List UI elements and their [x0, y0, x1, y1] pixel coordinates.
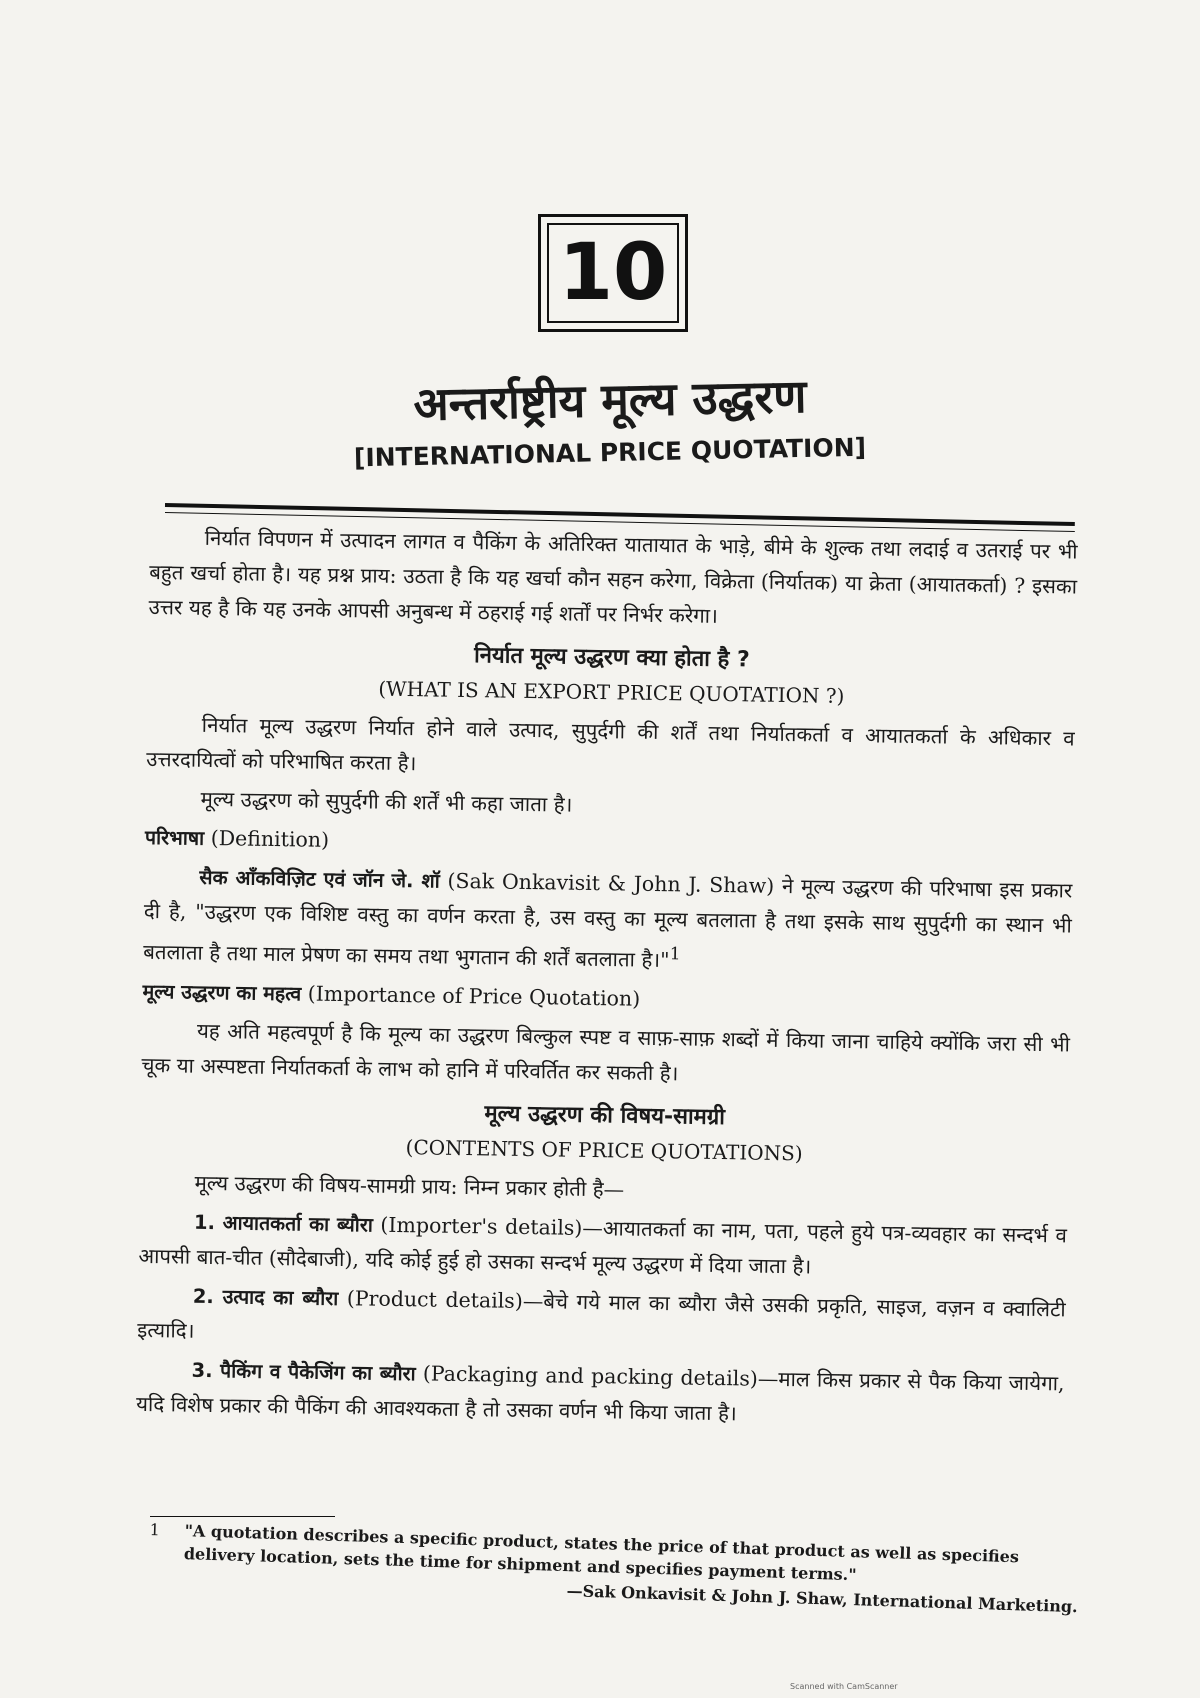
footnote-number: 1	[149, 1519, 161, 1540]
list-item	[138, 1204, 1067, 1289]
item-text: —माल किस प्रकार से पैक किया जायेगा, यदि विशेष प्रकार की पैकिंग की आवश्यकता है तो उसका वर्णन भी किया जाता है।	[135, 1366, 1065, 1426]
list-item	[136, 1352, 1065, 1437]
body-text	[136, 520, 1078, 1440]
delivery-terms-paragraph: मूल्य उद्धरण को सुपुर्दगी की शर्तें भी कहा जाता है।	[200, 786, 573, 817]
item-label-hindi: 1. आयातकर्ता का ब्यौरा	[193, 1210, 374, 1237]
scanner-watermark: Scanned with CamScanner	[790, 1682, 898, 1691]
definition-label-hindi: परिभाषा	[144, 825, 205, 850]
footnote-reference: 1	[669, 944, 681, 965]
chapter-title-hindi: अन्तर्राष्ट्रीय मूल्य उद्धरण	[412, 368, 808, 432]
bleed-through-text	[175, 28, 595, 50]
section-heading-hindi: निर्यात मूल्य उद्धरण क्या होता है ?	[473, 643, 750, 673]
item-label-english: (Packaging and packing details)	[422, 1361, 759, 1391]
definition-authors-hindi: सैक ऑंकविज़िट एवं जॉन जे. शॉ	[199, 865, 440, 893]
item-text: —आयातकर्ता का नाम, पता, पहले हुये पत्र-व्यवहार का सन्दर्भ व आपसी बात-चीत (सौदेबाजी), यदि कोई हुई हो उसका सन्दर्भ मूल्य उद्धरण में दिया जाता है।	[138, 1215, 1068, 1279]
definition-authors-english: (Sak Onkavisit & John J. Shaw)	[447, 868, 775, 898]
list-item	[137, 1278, 1066, 1363]
chapter-number: 10	[547, 223, 679, 323]
item-label-english: (Product details)	[346, 1286, 524, 1313]
contents-heading-english: (CONTENTS OF PRICE QUOTATIONS)	[405, 1134, 803, 1166]
item-text: —बेचे गये माल का ब्यौरा जैसे उसकी प्रकृति, साइज, वज़न व क्वालिटी इत्यादि।	[137, 1288, 1066, 1343]
importance-paragraph: यह अति महत्वपूर्ण है कि मूल्य का उद्धरण बिल्कुल स्पष्ट व साफ़-साफ़ शब्दों में किया जाना चाहिये क्योंकि जरा सी भी चूक या अस्पष्टता निर्यातकर्ता के लाभ को हानि में परिवर्तित कर सकती है।	[141, 1018, 1071, 1086]
footnote	[148, 1518, 1080, 1618]
intro-paragraph: निर्यात विपणन में उत्पादन लागत व पैकिंग के अतिरिक्त यातायात के भाड़े, बीमे के शुल्क तथा लदाई व उतराई पर भी बहुत खर्चा होता है। यह प्रश्न प्राय: उठता है कि यह खर्चा कौन सहन करेगा, विक्रेता (निर्यातक) या क्रेता (आयातकर्ता) ? इसका उत्तर यह है कि यह उनके आपसी अनुबन्ध में ठहराई गई शर्तों पर निर्भर करेगा।	[148, 525, 1078, 628]
item-label-hindi: 3. पैकिंग व पैकेजिंग का ब्यौरा	[191, 1358, 416, 1386]
item-label-english: (Importer's details)	[380, 1212, 583, 1240]
section-heading-english: (WHAT IS AN EXPORT PRICE QUOTATION ?)	[378, 676, 845, 708]
chapter-title-english: [INTERNATIONAL PRICE QUOTATION]	[353, 432, 867, 473]
contents-heading-hindi: मूल्य उद्धरण की विषय-सामग्री	[484, 1101, 726, 1130]
footnote-rule	[150, 1516, 335, 1517]
definition-label-english: (Definition)	[210, 825, 330, 852]
footnote-attribution: —Sak Onkavisit & John J. Shaw, International Marketing.	[566, 1581, 1078, 1617]
contents-intro: मूल्य उद्धरण की विषय-सामग्री प्राय: निम्न प्रकार होती है—	[194, 1170, 625, 1202]
item-label-hindi: 2. उत्पाद का ब्यौरा	[192, 1284, 339, 1310]
definition-paragraph	[143, 859, 1073, 984]
definition-text: ने मूल्य उद्धरण की परिभाषा इस प्रकार दी है, "उद्धरण एक विशिष्ट वस्तु का वर्णन करता है, उस वस्तु का मूल्य बतलाता है तथा इसके साथ सुपुर्दगी का स्थान भी बतलाता है तथा माल प्रेषण का समय तथा भुगतान की शर्तें बतलाता है।"	[143, 873, 1073, 973]
importance-label-hindi: मूल्य उद्धरण का महत्व	[142, 979, 302, 1006]
chapter-number-box	[538, 214, 688, 332]
export-quotation-paragraph: निर्यात मूल्य उद्धरण निर्यात होने वाले उत्पाद, सुपुर्दगी की शर्तें तथा निर्यातकर्ता व आयातकर्ता के अधिकार व उत्तरदायित्वों को परिभाषित करता है।	[146, 712, 1075, 776]
footnote-text: "A quotation describes a specific product, states the price of that product as well as specifies delivery location, sets the time for shipment and specifies payment terms."	[183, 1521, 1020, 1585]
importance-label-english: (Importance of Price Quotation)	[307, 981, 641, 1011]
